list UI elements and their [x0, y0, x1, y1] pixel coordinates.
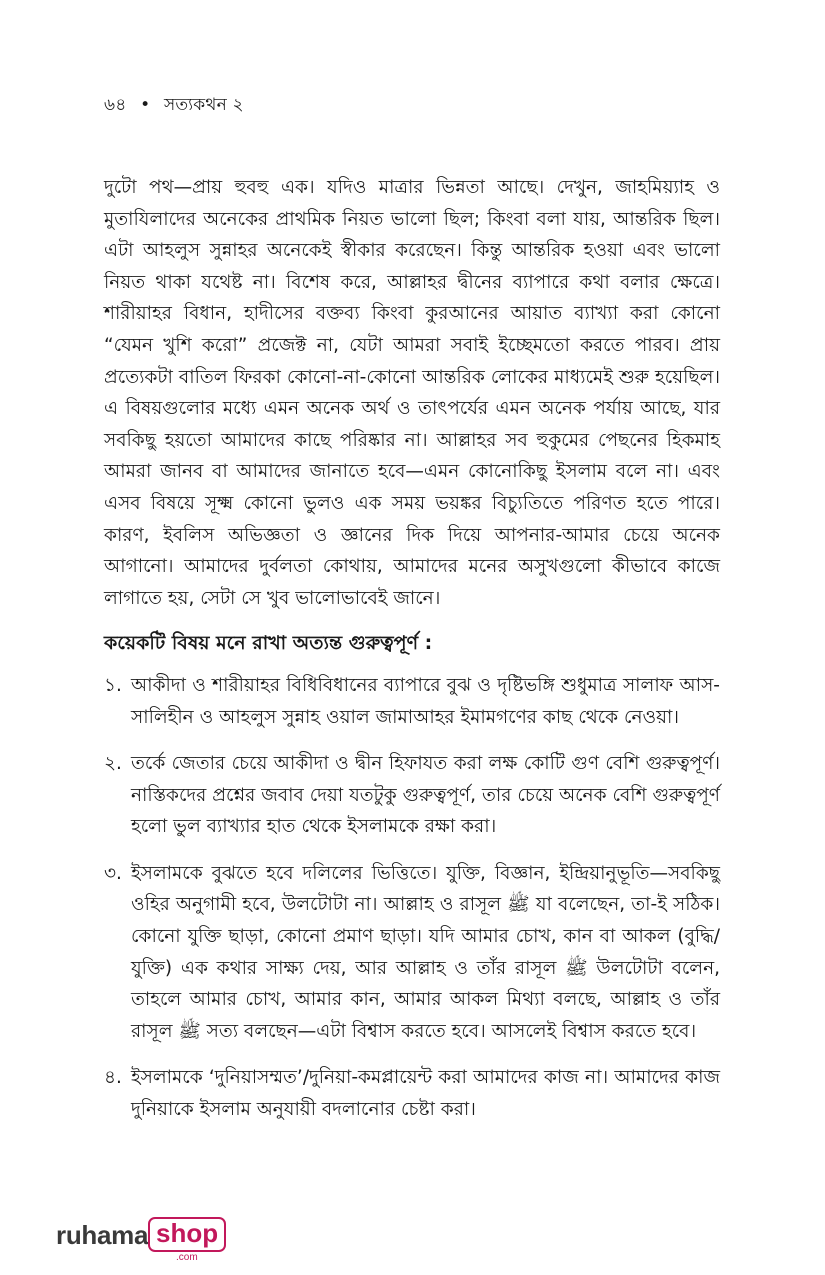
page-content — [104, 172, 720, 1141]
numbered-list — [104, 670, 720, 1126]
list-item-text: ইসলামকে বুঝতে হবে দলিলের ভিত্তিতে। যুক্তি, বিজ্ঞান, ইন্দ্রিয়ানুভূতি—সবকিছু ওহির অনুগামী হবে, উলটোটা না। আল্লাহ ও রাসূল ﷺ যা বলেছেন, তা-ই সঠিক। কোনো যুক্তি ছাড়া, কোনো প্রমাণ ছাড়া। যদি আমার চোখ, কান বা আকল (বুদ্ধি/যুক্তি) এক কথার সাক্ষ্য দেয়, আর আল্লাহ ও তাঁর রাসূল ﷺ উলটোটা বলেন, তাহলে আমার চোখ, আমার কান, আমার আকল মিথ্যা বলছে, আল্লাহ ও তাঁর রাসূল ﷺ সত্য বলছেন—এটা বিশ্বাস করতে হবে। আসলেই বিশ্বাস করতে হবে। — [131, 862, 721, 1042]
list-item-number: ৪. — [104, 1067, 122, 1089]
body-paragraph: দুটো পথ—প্রায় হুবহু এক। যদিও মাত্রার ভিন্নতা আছে। দেখুন, জাহমিয়্যাহ ও মুতাযিলাদের অনেকের প্রাথমিক নিয়ত ভালো ছিল; কিংবা বলা যায়, আন্তরিক ছিল। এটা আহলুস সুন্নাহর অনেকেই স্বীকার করেছেন। কিন্তু আন্তরিক হওয়া এবং ভালো নিয়ত থাকা যথেষ্ট না। বিশেষ করে, আল্লাহর দ্বীনের ব্যাপারে কথা বলার ক্ষেত্রে। শারীয়াহর বিধান, হাদীসের বক্তব্য কিংবা কুরআনের আয়াত ব্যাখ্যা করা কোনো “যেমন খুশি করো” প্রজেক্ট না, যেটা আমরা সবাই ইচ্ছেমতো করতে পারব। প্রায় প্রত্যেকটা বাতিল ফিরকা কোনো-না-কোনো আন্তরিক লোকের মাধ্যমেই শুরু হয়েছিল। এ বিষয়গুলোর মধ্যে এমন অনেক অর্থ ও তাৎপর্যের এমন অনেক পর্যায় আছে, যার সবকিছু হয়তো আমাদের কাছে পরিষ্কার না। আল্লাহর সব হুকুমের পেছনের হিকমাহ আমরা জানব বা আমাদের জানাতে হবে—এমন কোনোকিছু ইসলাম বলে না। এবং এসব বিষয়ে সূক্ষ্ম কোনো ভুলও এক সময় ভয়ঙ্কর বিচ্যুতিতে পরিণত হতে পারে। কারণ, ইবলিস অভিজ্ঞতা ও জ্ঞানের দিক দিয়ে আপনার-আমার চেয়ে অনেক আগানো। আমাদের দুর্বলতা কোথায়, আমাদের মনের অসুখগুলো কীভাবে কাজে লাগাতে হয়, সেটা সে খুব ভালোভাবেই জানে। — [104, 177, 720, 609]
header-separator: • — [140, 95, 151, 115]
list-item-text: আকীদা ও শারীয়াহর বিধিবিধানের ব্যাপারে বুঝ ও দৃষ্টিভঙ্গি শুধুমাত্র সালাফ আস-সালিহীন ও আহলুস সুন্নাহ ওয়াল জামাআহর ইমামগণের কাছ থেকে নেওয়া। — [131, 674, 720, 728]
list-item — [104, 858, 720, 1048]
list-item-number: ২. — [104, 753, 122, 775]
logo-text-ruhama: ruhama — [56, 1220, 149, 1250]
book-title: সত্যকথন ২ — [163, 95, 244, 115]
list-item-number: ১. — [104, 674, 122, 696]
page-number: ৬৪ — [104, 95, 127, 115]
list-item — [104, 1062, 720, 1125]
list-item-text: তর্কে জেতার চেয়ে আকীদা ও দ্বীন হিফাযত করা লক্ষ কোটি গুণ বেশি গুরুত্বপূর্ণ। নাস্তিকদের প্রশ্নের জবাব দেয়া যতটুকু গুরুত্বপূর্ণ, তার চেয়ে অনেক বেশি গুরুত্বপূর্ণ হলো ভুল ব্যাখ্যার হাত থেকে ইসলামকে রক্ষা করা। — [131, 753, 720, 838]
list-item — [104, 670, 720, 733]
logo-text-shop: shop — [148, 1217, 226, 1252]
section-heading: কয়েকটি বিষয় মনে রাখা অত্যন্ত গুরুত্বপূর্ণ : — [104, 632, 433, 655]
running-header — [104, 92, 244, 120]
list-item-number: ৩. — [104, 862, 122, 884]
logo-text-com: .com — [176, 1252, 198, 1263]
list-item — [104, 748, 720, 843]
list-item-text: ইসলামকে ‘দুনিয়াসম্মত’/দুনিয়া-কমপ্লায়েন্ট করা আমাদের কাজ না। আমাদের কাজ দুনিয়াকে ইসলাম অনুযায়ী বদলানোর চেষ্টা করা। — [131, 1067, 720, 1121]
ruhamashop-logo — [56, 1212, 226, 1262]
